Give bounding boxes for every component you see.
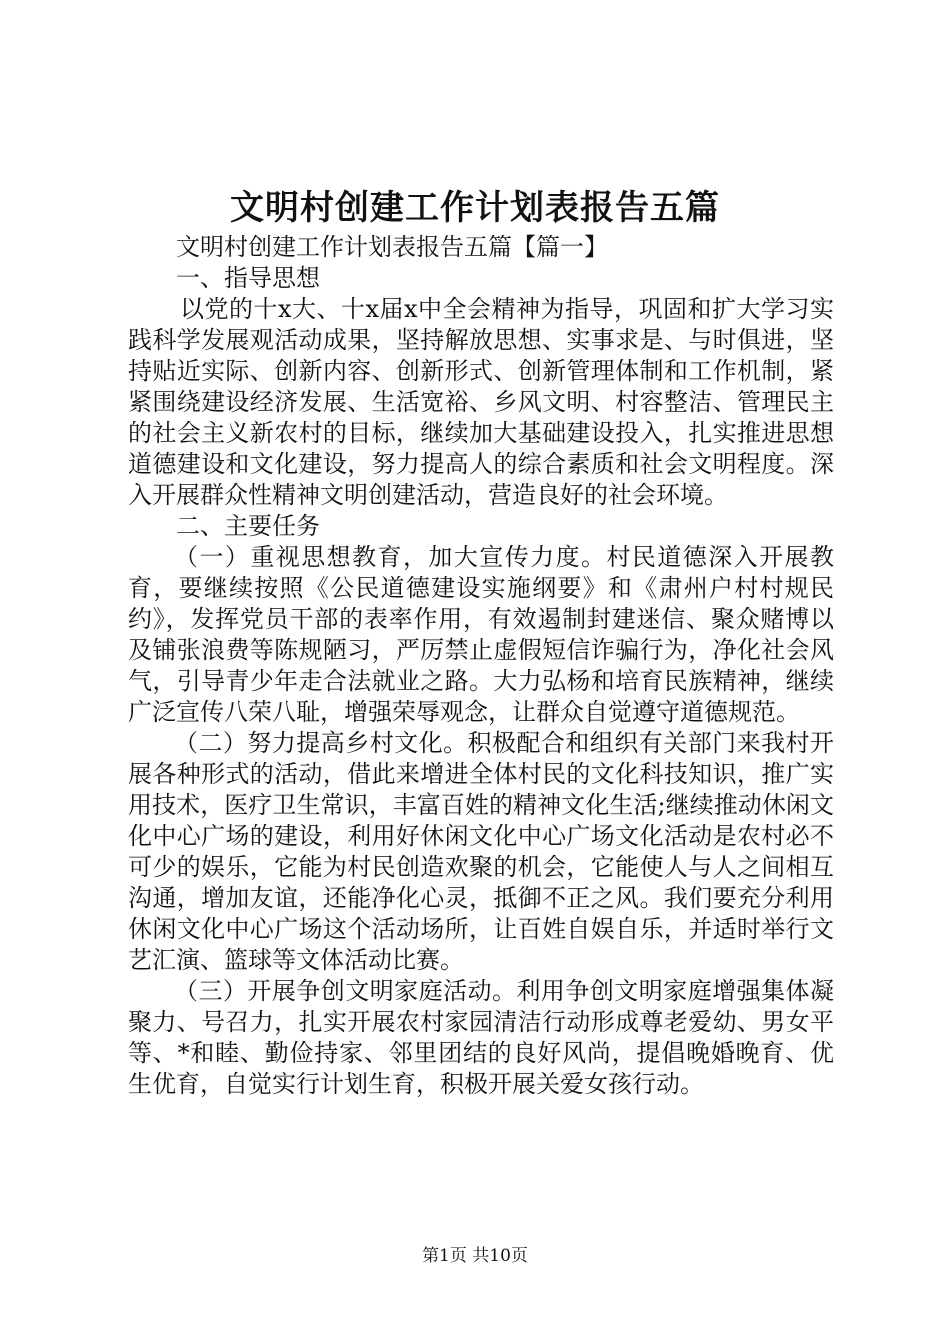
- paragraph-task-1: （一）重视思想教育，加大宣传力度。村民道德深入开展教育，要继续按照《公民道德建设实施纲要》和《肃州户村村规民约》，发挥党员干部的表率作用，有效遏制封建迷信、聚众赌博以及铺张浪费等陈规陋习，严厉禁止虚假短信诈骗行为，净化社会风气，引导青少年走合法就业之路。大力弘杨和培育民族精神，继续广泛宣传八荣八耻，增强荣辱观念，让群众自觉遵守道德规范。: [128, 543, 834, 726]
- section-heading-guiding-ideology: 一、指导思想: [176, 264, 320, 292]
- page-number-footer: 第1页 共10页: [422, 1246, 528, 1266]
- section-heading-main-tasks: 二、主要任务: [176, 512, 320, 540]
- document-body: [128, 232, 834, 1100]
- paragraph-task-2: （二）努力提高乡村文化。积极配合和组织有关部门来我村开展各种形式的活动，借此来增进全体村民的文化科技知识，推广实用技术，医疗卫生常识，丰富百姓的精神文化生活;继续推动休闲文化中心广场的建设，利用好休闲文化中心广场文化活动是农村必不可少的娱乐，它能为村民创造欢聚的机会，它能使人与人之间相互沟通，增加友谊，还能净化心灵，抵御不正之风。我们要充分利用休闲文化中心广场这个活动场所，让百姓自娱自乐，并适时举行文艺汇演、篮球等文体活动比赛。: [128, 729, 834, 974]
- paragraph-guiding-ideology: 以党的十x大、十x届x中全会精神为指导，巩固和扩大学习实践科学发展观活动成果，坚持解放思想、实事求是、与时俱进，坚持贴近实际、创新内容、创新形式、创新管理体制和工作机制，紧紧围绕建设经济发展、生活宽裕、乡风文明、村容整洁、管理民主的社会主义新农村的目标，继续加大基础建设投入，扎实推进思想道德建设和文化建设，努力提高人的综合素质和社会文明程度。深入开展群众性精神文明创建活动，营造良好的社会环境。: [128, 295, 834, 509]
- paragraph-task-3: （三）开展争创文明家庭活动。利用争创文明家庭增强集体凝聚力、号召力，扎实开展农村家园清洁行动形成尊老爱幼、男女平等、*和睦、勤俭持家、邻里团结的良好风尚，提倡晚婚晚育、优生优育，自觉实行计划生育，积极开展关爱女孩行动。: [128, 977, 834, 1098]
- document-subtitle: 文明村创建工作计划表报告五篇【篇一】: [176, 233, 608, 261]
- document-title: 文明村创建工作计划表报告五篇: [230, 188, 720, 228]
